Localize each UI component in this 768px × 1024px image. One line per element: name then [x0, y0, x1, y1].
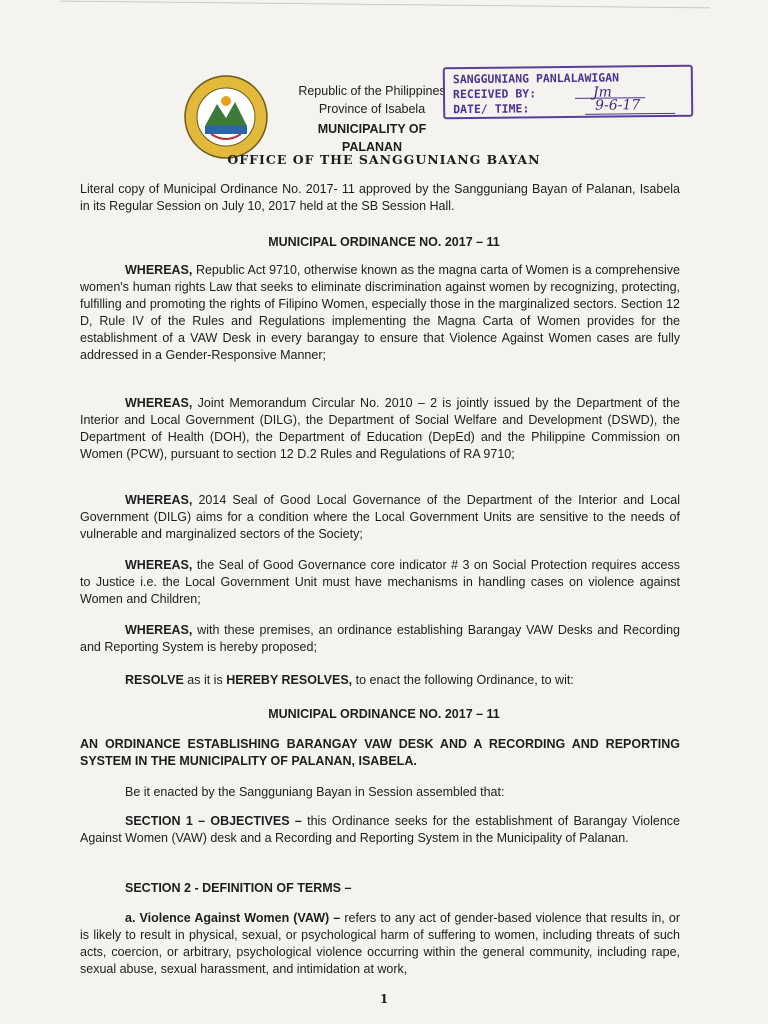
resolve-mid: as it is — [183, 673, 227, 687]
received-stamp — [443, 65, 694, 120]
resolve-lead: RESOLVE — [125, 673, 184, 687]
whereas-text: Joint Memorandum Circular No. 2010 – 2 is jointly issued by the Department of the Interior and Local Government (DILG), the Department of Social Welfare and Development (DSWD), the Department of Health (DOH), the Department of Education (DepEd) and the Philippine Commission on Women (PCW), pursuant to section 12 D.2 Rules and Regulations of RA 9710; — [80, 396, 680, 461]
whereas-lead: WHEREAS, — [125, 263, 193, 277]
whereas-text: Republic Act 9710, otherwise known as the magna carta of Women is a comprehensive women's human rights Law that seeks to eliminate discrimination against women by recognizing, protecting, fulfilling and promoting the rights of Filipino Women, especially those in the marginalized sectors. Section 12 D, Rule IV of the Rules and Regulations implementing the Magna Carta of Women provides for the establishment of a VAW Desk in every barangay to ensure that Violence Against Women cases are fully addressed in a Gender-Responsive Manner; — [80, 263, 680, 362]
stamp-date-time: DATE/ TIME: — [453, 101, 530, 117]
page-number: 1 — [379, 992, 389, 1006]
whereas-paragraph — [80, 557, 680, 608]
municipal-seal-logo — [183, 74, 269, 160]
section-1-heading: SECTION 1 – OBJECTIVES – — [125, 814, 302, 828]
municipality-line: MUNICIPALITY OF PALANAN — [317, 122, 427, 154]
definition-a-term: a. Violence Against Women (VAW) – — [125, 911, 341, 925]
ordinance-number-repeat: MUNICIPAL ORDINANCE NO. 2017 – 11 — [268, 707, 500, 721]
whereas-lead: WHEREAS, — [125, 623, 193, 637]
section-1-text: this Ordinance seeks for the establishment of Barangay Violence Against Women (VAW) desk and a Recording and Reporting System in the Municipality of Palanan. — [80, 814, 680, 845]
office-title: OFFICE OF THE SANGGUNIANG BAYAN — [227, 152, 541, 167]
whereas-paragraph — [80, 262, 680, 364]
section-1 — [80, 813, 680, 847]
whereas-text: the Seal of Good Governance core indicator # 3 on Social Protection requires access to Justice i.e. the Local Government Unit must have mechanisms in handling cases on violence against Women and Children; — [80, 558, 680, 606]
stamp-signature: Jm — [592, 84, 612, 101]
section-2-heading: SECTION 2 - DEFINITION OF TERMS – — [125, 881, 352, 895]
whereas-lead: WHEREAS, — [125, 493, 193, 507]
whereas-paragraph — [80, 622, 680, 656]
definition-a-text: refers to any act of gender-based violence that results in, or is likely to result in physical, sexual, or psychological harm of suffering to women, including threats of such acts, coercion, or arbitrary, psychological violence occurring within the general community, including rape, sexual abuse, sexual harassment, and intimidation at work, — [80, 911, 680, 976]
whereas-paragraph — [80, 492, 680, 543]
republic-line: Republic of the Philippines — [298, 84, 446, 98]
stamp-received-by: RECEIVED BY: — [452, 86, 537, 102]
whereas-text: 2014 Seal of Good Local Governance of the Department of the Interior and Local Government (DILG) aims for a condition where the Local Government Units are sensitive to the needs of vulnerable and marginalized sectors of the Society; — [80, 493, 680, 541]
province-line: Province of Isabela — [318, 102, 426, 116]
intro-paragraph: Literal copy of Municipal Ordinance No. 2017- 11 approved by the Sangguniang Bayan of Palanan, Isabela in its Regular Session on July 10, 2017 held at the SB Session Hall. — [80, 182, 680, 213]
whereas-text: with these premises, an ordinance establishing Barangay VAW Desks and Recording and Reporting System is hereby proposed; — [80, 623, 680, 654]
whereas-lead: WHEREAS, — [125, 396, 193, 410]
resolve-rest: to enact the following Ordinance, to wit: — [352, 673, 574, 687]
whereas-lead: WHEREAS, — [125, 558, 193, 572]
enacted-clause: Be it enacted by the Sangguniang Bayan in Session assembled that: — [125, 785, 505, 799]
letterhead — [286, 82, 458, 156]
ordinance-title: AN ORDINANCE ESTABLISHING BARANGAY VAW DESK AND A RECORDING AND REPORTING SYSTEM IN THE MUNICIPALITY OF PALANAN, ISABELA. — [80, 737, 680, 768]
whereas-paragraph — [80, 395, 680, 463]
resolve-paragraph — [80, 672, 680, 689]
definition-a — [80, 910, 680, 978]
stamp-date: 9-6-17 — [595, 97, 641, 114]
ordinance-number: MUNICIPAL ORDINANCE NO. 2017 – 11 — [268, 235, 500, 249]
resolve-bold: HEREBY RESOLVES, — [226, 673, 353, 687]
stamp-office: SANGGUNIANG PANLALAWIGAN — [452, 70, 620, 87]
scan-edge — [60, 1, 710, 9]
